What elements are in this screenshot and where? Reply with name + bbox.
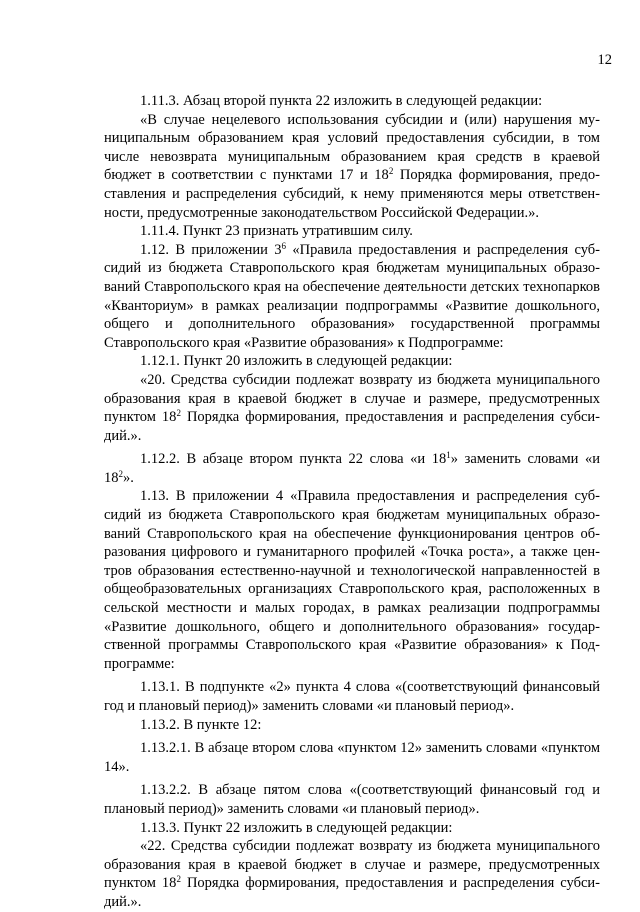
- paragraph-1-13: 1.13. В приложении 4 «Правила предоставления и распределения субсидий из бюджета Ставропольского края бюджетам муниципальных образований Ставропольского края на обеспечение функционирования центров образования цифрового и гуманитарного профилей «Точка роста», а также центров образования естественно-научной и технологической направленностей в общеобразовательных организациях Ставропольского края, расположенных в сельской местности и малых городах, в рамках реализации подпрограммы «Развитие дошкольного, общего и дополнительного образования» государственной программы Ставропольского края «Развитие образования» к Подпрограмме:: [104, 488, 600, 672]
- page-number: 12: [597, 52, 612, 68]
- paragraph-1-11-4: 1.11.4. Пункт 23 признать утратившим силу.: [140, 223, 413, 240]
- paragraph-1-13-2-1: 1.13.2.1. В абзаце втором слова «пунктом 12» заменить словами «пунктом 14».: [104, 740, 600, 775]
- paragraph-quote-22: «В случае нецелевого использования субсидии и (или) нарушения муниципальным образованием края условий предоставления субсидии, в том числе невозврата муниципальным образованием края средств в краевой бюджет в соответствии с пунктами 17 и $18^2$ Порядка формирования, предоставления и распределения субсидий, к нему применяются меры ответственности, предусмотренные законодательством Российской Федерации.».: [104, 111, 600, 221]
- paragraph-1-12: 1.12. В приложении $3^6$ «Правила предоставления и распределения субсидий из бюджета Ставропольского края бюджетам муниципальных образований Ставропольского края на обеспечение деятельности детских технопарков «Кванториум» в рамках реализации подпрограммы «Развитие дошкольного, общего и дополнительного образования» государственной программы Ставропольского края «Развитие образования» к Подпрограмме:: [104, 240, 601, 351]
- paragraph-1-13-1: 1.13.1. В подпункте «2» пункта 4 слова «(соответствующий финансовый год и плановый период)» заменить словами «и плановый период».: [104, 679, 600, 714]
- paragraph-quote-20: «20. Средства субсидии подлежат возврату из бюджета муниципального образования края в краевой бюджет в случае и размере, предусмотренных пунктом $18^2$ Порядка формирования, предоставления и распределения субсидий.».: [104, 371, 600, 444]
- document-body: [104, 92, 600, 912]
- paragraph-1-13-2-2: 1.13.2.2. В абзаце пятом слова «(соответствующий финансовый год и плановый период)» заменить словами «и плановый период».: [104, 782, 600, 817]
- paragraph-1-13-2: 1.13.2. В пункте 12:: [140, 716, 262, 733]
- paragraph-1-13-3: 1.13.3. Пункт 22 изложить в следующей редакции:: [140, 819, 453, 836]
- paragraph-1-12-2: 1.12.2. В абзаце втором пункта 22 слова «и $18^1$» заменить словами «и $18^2$».: [104, 450, 600, 486]
- paragraph-1-12-1: 1.12.1. Пункт 20 изложить в следующей редакции:: [140, 353, 453, 370]
- paragraph-quote-22-new: «22. Средства субсидии подлежат возврату из бюджета муниципального образования края в краевой бюджет в случае и размере, предусмотренных пунктом $18^2$ Порядка формирования, предоставления и распределения субсидий.».: [104, 838, 600, 910]
- paragraph-1-11-3: 1.11.3. Абзац второй пункта 22 изложить в следующей редакции:: [140, 93, 543, 109]
